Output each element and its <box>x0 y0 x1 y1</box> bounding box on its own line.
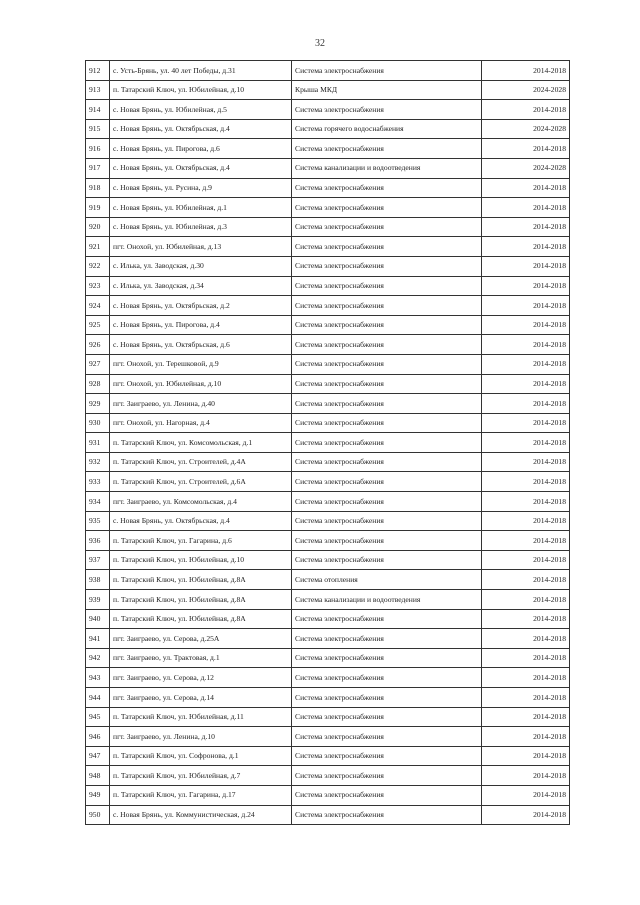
row-address: пгт. Онохой, ул. Юбилейная, д.10 <box>110 374 292 394</box>
row-work-type: Система электроснабжения <box>292 315 482 335</box>
row-period: 2024-2028 <box>482 158 570 178</box>
row-period: 2014-2018 <box>482 315 570 335</box>
table-row <box>86 590 570 610</box>
row-address: п. Татарский Ключ, ул. Гагарина, д.17 <box>110 785 292 805</box>
row-number: 936 <box>86 531 110 551</box>
row-address: п. Татарский Ключ, ул. Софронова, д.1 <box>110 746 292 766</box>
row-work-type: Система электроснабжения <box>292 727 482 747</box>
row-number: 932 <box>86 452 110 472</box>
row-number: 918 <box>86 178 110 198</box>
table-row <box>86 511 570 531</box>
row-number: 947 <box>86 746 110 766</box>
table-row <box>86 198 570 218</box>
table-row <box>86 472 570 492</box>
row-work-type: Система электроснабжения <box>292 61 482 81</box>
row-period: 2014-2018 <box>482 707 570 727</box>
row-period: 2014-2018 <box>482 648 570 668</box>
row-address: пгт. Онохой, ул. Нагорная, д.4 <box>110 413 292 433</box>
row-address: с. Новая Брянь, ул. Октябрьская, д.4 <box>110 511 292 531</box>
row-period: 2014-2018 <box>482 590 570 610</box>
row-period: 2014-2018 <box>482 766 570 786</box>
row-address: пгт. Заиграево, ул. Серова, д.14 <box>110 688 292 708</box>
row-number: 928 <box>86 374 110 394</box>
row-period: 2014-2018 <box>482 746 570 766</box>
table-row <box>86 452 570 472</box>
row-address: п. Татарский Ключ, ул. Юбилейная, д.7 <box>110 766 292 786</box>
row-work-type: Система электроснабжения <box>292 688 482 708</box>
row-work-type: Система электроснабжения <box>292 805 482 825</box>
row-address: пгт. Онохой, ул. Терешковой, д.9 <box>110 354 292 374</box>
row-number: 930 <box>86 413 110 433</box>
table-row <box>86 61 570 81</box>
row-work-type: Система электроснабжения <box>292 394 482 414</box>
table-row <box>86 570 570 590</box>
row-period: 2014-2018 <box>482 256 570 276</box>
row-work-type: Система канализации и водоотведения <box>292 158 482 178</box>
row-number: 920 <box>86 217 110 237</box>
row-work-type: Система электроснабжения <box>292 217 482 237</box>
row-number: 923 <box>86 276 110 296</box>
row-period: 2014-2018 <box>482 550 570 570</box>
row-work-type: Система электроснабжения <box>292 374 482 394</box>
row-period: 2014-2018 <box>482 100 570 120</box>
row-work-type: Система электроснабжения <box>292 139 482 159</box>
table-row <box>86 609 570 629</box>
row-work-type: Система электроснабжения <box>292 178 482 198</box>
row-address: п. Татарский Ключ, ул. Юбилейная, д.8А <box>110 590 292 610</box>
row-address: пгт. Заиграево, ул. Трактовая, д.1 <box>110 648 292 668</box>
table-row <box>86 707 570 727</box>
row-work-type: Система электроснабжения <box>292 413 482 433</box>
table-row <box>86 746 570 766</box>
row-period: 2014-2018 <box>482 531 570 551</box>
row-period: 2014-2018 <box>482 629 570 649</box>
row-period: 2014-2018 <box>482 276 570 296</box>
row-address: с. Новая Брянь, ул. Октябрьская, д.6 <box>110 335 292 355</box>
table-row <box>86 276 570 296</box>
row-work-type: Система электроснабжения <box>292 766 482 786</box>
table-row <box>86 158 570 178</box>
registry-table-body <box>86 61 570 825</box>
row-period: 2014-2018 <box>482 452 570 472</box>
row-address: с. Новая Брянь, ул. Русина, д.9 <box>110 178 292 198</box>
table-row <box>86 394 570 414</box>
row-work-type: Система электроснабжения <box>292 668 482 688</box>
row-address: с. Илька, ул. Заводская, д.30 <box>110 256 292 276</box>
row-address: п. Татарский Ключ, ул. Комсомольская, д.1 <box>110 433 292 453</box>
table-row <box>86 335 570 355</box>
row-work-type: Система электроснабжения <box>292 256 482 276</box>
row-work-type: Система электроснабжения <box>292 511 482 531</box>
row-address: п. Татарский Ключ, ул. Юбилейная, д.8А <box>110 609 292 629</box>
table-row <box>86 727 570 747</box>
table-row <box>86 315 570 335</box>
row-work-type: Система электроснабжения <box>292 531 482 551</box>
row-address: с. Новая Брянь, ул. Пирогова, д.4 <box>110 315 292 335</box>
row-address: пгт. Заиграево, ул. Ленина, д.10 <box>110 727 292 747</box>
table-row <box>86 629 570 649</box>
row-period: 2014-2018 <box>482 335 570 355</box>
row-period: 2014-2018 <box>482 511 570 531</box>
row-number: 929 <box>86 394 110 414</box>
row-address: п. Татарский Ключ, ул. Юбилейная, д.11 <box>110 707 292 727</box>
table-row <box>86 492 570 512</box>
row-address: пгт. Онохой, ул. Юбилейная, д.13 <box>110 237 292 257</box>
row-period: 2024-2028 <box>482 119 570 139</box>
row-period: 2014-2018 <box>482 609 570 629</box>
row-number: 935 <box>86 511 110 531</box>
row-work-type: Система электроснабжения <box>292 452 482 472</box>
row-number: 946 <box>86 727 110 747</box>
row-address: п. Татарский Ключ, ул. Юбилейная, д.8А <box>110 570 292 590</box>
row-period: 2014-2018 <box>482 805 570 825</box>
row-number: 950 <box>86 805 110 825</box>
row-work-type: Система электроснабжения <box>292 276 482 296</box>
table-row <box>86 296 570 316</box>
row-number: 927 <box>86 354 110 374</box>
row-address: с. Новая Брянь, ул. Октябрьская, д.4 <box>110 119 292 139</box>
row-number: 942 <box>86 648 110 668</box>
table-row <box>86 668 570 688</box>
row-number: 938 <box>86 570 110 590</box>
row-number: 945 <box>86 707 110 727</box>
table-row <box>86 374 570 394</box>
row-period: 2014-2018 <box>482 413 570 433</box>
row-work-type: Система электроснабжения <box>292 472 482 492</box>
row-number: 940 <box>86 609 110 629</box>
row-work-type: Система электроснабжения <box>292 550 482 570</box>
row-work-type: Система электроснабжения <box>292 198 482 218</box>
row-period: 2014-2018 <box>482 296 570 316</box>
row-period: 2014-2018 <box>482 570 570 590</box>
row-number: 915 <box>86 119 110 139</box>
table-row <box>86 217 570 237</box>
row-address: п. Татарский Ключ, ул. Строителей, д.4А <box>110 452 292 472</box>
table-row <box>86 648 570 668</box>
row-period: 2014-2018 <box>482 354 570 374</box>
row-address: с. Илька, ул. Заводская, д.34 <box>110 276 292 296</box>
row-period: 2014-2018 <box>482 61 570 81</box>
row-work-type: Система горячего водоснабжения <box>292 119 482 139</box>
table-row <box>86 139 570 159</box>
row-address: с. Новая Брянь, ул. Октябрьская, д.2 <box>110 296 292 316</box>
row-work-type: Крыша МКД <box>292 80 482 100</box>
row-work-type: Система электроснабжения <box>292 785 482 805</box>
row-period: 2014-2018 <box>482 785 570 805</box>
row-address: п. Татарский Ключ, ул. Гагарина, д.6 <box>110 531 292 551</box>
row-work-type: Система электроснабжения <box>292 629 482 649</box>
row-period: 2014-2018 <box>482 394 570 414</box>
row-number: 917 <box>86 158 110 178</box>
row-address: с. Новая Брянь, ул. Коммунистическая, д.24 <box>110 805 292 825</box>
row-work-type: Система электроснабжения <box>292 237 482 257</box>
row-number: 943 <box>86 668 110 688</box>
row-period: 2014-2018 <box>482 472 570 492</box>
row-number: 914 <box>86 100 110 120</box>
row-period: 2014-2018 <box>482 433 570 453</box>
row-work-type: Система электроснабжения <box>292 100 482 120</box>
row-address: с. Усть-Брянь, ул. 40 лет Победы, д.31 <box>110 61 292 81</box>
row-number: 922 <box>86 256 110 276</box>
row-address: с. Новая Брянь, ул. Юбилейная, д.1 <box>110 198 292 218</box>
row-address: с. Новая Брянь, ул. Пирогова, д.6 <box>110 139 292 159</box>
row-work-type: Система электроснабжения <box>292 354 482 374</box>
row-number: 931 <box>86 433 110 453</box>
row-work-type: Система электроснабжения <box>292 335 482 355</box>
row-work-type: Система электроснабжения <box>292 648 482 668</box>
row-number: 924 <box>86 296 110 316</box>
row-address: пгт. Заиграево, ул. Серова, д.25А <box>110 629 292 649</box>
row-address: п. Татарский Ключ, ул. Юбилейная, д.10 <box>110 550 292 570</box>
table-row <box>86 100 570 120</box>
row-work-type: Система электроснабжения <box>292 746 482 766</box>
table-row <box>86 80 570 100</box>
row-address: пгт. Заиграево, ул. Серова, д.12 <box>110 668 292 688</box>
row-period: 2014-2018 <box>482 668 570 688</box>
row-number: 949 <box>86 785 110 805</box>
registry-table <box>85 60 570 825</box>
row-number: 913 <box>86 80 110 100</box>
row-address: п. Татарский Ключ, ул. Строителей, д.6А <box>110 472 292 492</box>
row-number: 934 <box>86 492 110 512</box>
row-period: 2014-2018 <box>482 139 570 159</box>
table-row <box>86 805 570 825</box>
row-number: 926 <box>86 335 110 355</box>
row-number: 925 <box>86 315 110 335</box>
table-row <box>86 766 570 786</box>
row-number: 912 <box>86 61 110 81</box>
table-row <box>86 119 570 139</box>
row-work-type: Система канализации и водоотведения <box>292 590 482 610</box>
table-row <box>86 413 570 433</box>
table-row <box>86 237 570 257</box>
page-number: 32 <box>315 38 325 49</box>
row-period: 2014-2018 <box>482 237 570 257</box>
row-period: 2024-2028 <box>482 80 570 100</box>
row-work-type: Система электроснабжения <box>292 609 482 629</box>
row-address: пгт. Заиграево, ул. Комсомольская, д.4 <box>110 492 292 512</box>
row-number: 941 <box>86 629 110 649</box>
row-work-type: Система электроснабжения <box>292 492 482 512</box>
row-work-type: Система электроснабжения <box>292 433 482 453</box>
row-period: 2014-2018 <box>482 198 570 218</box>
table-row <box>86 256 570 276</box>
row-number: 916 <box>86 139 110 159</box>
row-address: пгт. Заиграево, ул. Ленина, д.40 <box>110 394 292 414</box>
row-period: 2014-2018 <box>482 374 570 394</box>
row-address: с. Новая Брянь, ул. Юбилейная, д.5 <box>110 100 292 120</box>
row-work-type: Система отопления <box>292 570 482 590</box>
row-number: 944 <box>86 688 110 708</box>
row-work-type: Система электроснабжения <box>292 707 482 727</box>
row-address: с. Новая Брянь, ул. Октябрьская, д.4 <box>110 158 292 178</box>
row-work-type: Система электроснабжения <box>292 296 482 316</box>
row-period: 2014-2018 <box>482 727 570 747</box>
table-row <box>86 550 570 570</box>
row-period: 2014-2018 <box>482 217 570 237</box>
row-number: 948 <box>86 766 110 786</box>
row-number: 933 <box>86 472 110 492</box>
row-number: 937 <box>86 550 110 570</box>
table-row <box>86 785 570 805</box>
row-period: 2014-2018 <box>482 688 570 708</box>
table-row <box>86 433 570 453</box>
row-number: 919 <box>86 198 110 218</box>
row-address: с. Новая Брянь, ул. Юбилейная, д.3 <box>110 217 292 237</box>
row-period: 2014-2018 <box>482 492 570 512</box>
table-row <box>86 178 570 198</box>
row-number: 921 <box>86 237 110 257</box>
table-row <box>86 354 570 374</box>
table-row <box>86 531 570 551</box>
table-row <box>86 688 570 708</box>
row-period: 2014-2018 <box>482 178 570 198</box>
row-address: п. Татарский Ключ, ул. Юбилейная, д.10 <box>110 80 292 100</box>
row-number: 939 <box>86 590 110 610</box>
